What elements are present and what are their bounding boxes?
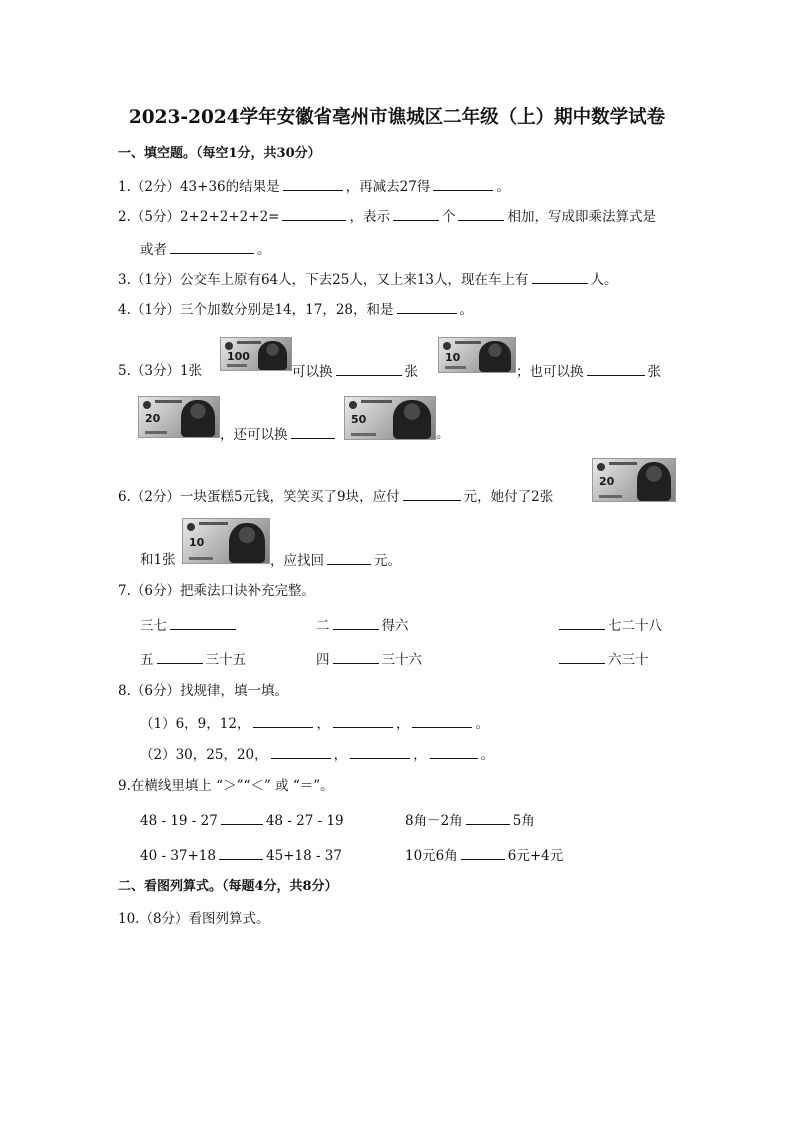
q7-cell-text: 五 <box>140 652 154 668</box>
question-2 <box>118 207 656 226</box>
q2-text-3: 个 <box>441 209 456 225</box>
q7-cell-text: 三七 <box>140 618 167 634</box>
q9-label: 9.在横线里填上 “＞”“＜” 或 “＝”。 <box>118 778 334 794</box>
bill-denomination: 50 <box>351 412 367 426</box>
q4-text: 4.（1分）三个加数分别是14，17，28，和是 <box>118 302 394 318</box>
q9-blank-4[interactable] <box>461 846 505 860</box>
q8-comma: ， <box>316 716 330 732</box>
q9-expression: 45+18 - 37 <box>266 848 342 864</box>
q1-blank-2[interactable] <box>433 177 493 191</box>
bill-portrait-icon <box>637 462 671 501</box>
q7-cell-text: 二 <box>316 618 330 634</box>
question-4 <box>118 300 473 319</box>
q7-blank-5[interactable] <box>333 650 379 664</box>
q2-blank-1[interactable] <box>282 207 346 221</box>
q7-cell-3 <box>556 616 662 635</box>
question-3 <box>118 270 618 289</box>
section-1-heading: 一、填空题。（每空1分，共30分） <box>118 146 321 161</box>
q2-blank-3[interactable] <box>458 207 504 221</box>
bill-portrait-icon <box>393 400 431 439</box>
q7-cell-text: 三十六 <box>381 652 422 668</box>
q5-text-6: ，还可以换 <box>220 427 288 443</box>
q9-blank-2[interactable] <box>466 811 510 825</box>
q1-end: 。 <box>496 179 510 195</box>
q6-text: 6.（2分）一块蛋糕5元钱，笑笑买了9块，应付 <box>118 489 400 505</box>
q8-blank-3[interactable] <box>412 714 472 728</box>
q2-end: 。 <box>257 242 271 258</box>
q8-blank-6[interactable] <box>430 745 478 759</box>
q2-blank-4[interactable] <box>170 240 254 254</box>
bill-10-yuan-image <box>182 518 270 564</box>
q2-text-2: ，表示 <box>349 209 390 225</box>
q9-expression: 5角 <box>512 813 535 829</box>
q5-text-3: 张 <box>404 364 418 380</box>
bill-denomination: 100 <box>227 349 250 363</box>
bill-denomination: 20 <box>145 412 161 425</box>
q7-blank-1[interactable] <box>170 616 236 630</box>
q7-blank-2[interactable] <box>333 616 379 630</box>
bill-denomination: 10 <box>445 350 461 364</box>
question-10: 10.（8分）看图列算式。 <box>118 911 270 927</box>
question-6 <box>118 487 553 506</box>
q6-blank-2[interactable] <box>327 551 371 565</box>
q7-blank-6[interactable] <box>559 650 605 664</box>
q9-compare-3 <box>140 846 342 865</box>
q5-blank-3[interactable] <box>291 425 335 439</box>
q1-blank-1[interactable] <box>283 177 343 191</box>
bill-20-yuan-image <box>592 458 676 502</box>
q9-compare-1 <box>140 811 344 830</box>
bill-seal-icon <box>349 401 357 409</box>
bill-10-yuan-image <box>438 337 516 373</box>
q5-text-4: ；也可以换 <box>516 364 584 380</box>
bill-portrait-icon <box>258 341 287 370</box>
q7-cell-text: 七二十八 <box>608 618 662 634</box>
bill-portrait-icon <box>229 523 265 563</box>
bill-seal-icon <box>225 342 233 350</box>
q9-blank-3[interactable] <box>219 846 263 860</box>
q2-text: 2.（5分）2+2+2+2+2= <box>118 209 280 225</box>
q5-blank-2[interactable] <box>587 362 645 376</box>
q3-end: 人。 <box>590 272 618 288</box>
q8-blank-5[interactable] <box>350 745 410 759</box>
q3-text: 3.（1分）公交车上原有64人，下去25人，又上来13人，现在车上有 <box>118 272 529 288</box>
q7-cell-1 <box>140 616 239 635</box>
question-5-part-2 <box>516 362 661 381</box>
bill-20-yuan-image <box>138 396 220 438</box>
bill-portrait-icon <box>181 400 215 437</box>
q7-cell-2 <box>316 616 409 635</box>
question-5-part-1 <box>292 362 418 381</box>
q8-blank-2[interactable] <box>333 714 393 728</box>
q4-blank[interactable] <box>397 300 457 314</box>
q7-blank-4[interactable] <box>157 650 203 664</box>
q1-text: 1.（2分）43+36的结果是 <box>118 179 280 195</box>
question-5-part-3 <box>220 425 338 444</box>
q8-line-2 <box>140 745 494 764</box>
q1-text-2: ，再减去27得 <box>345 179 431 195</box>
q7-cell-text: 三十五 <box>205 652 246 668</box>
q5-blank-1[interactable] <box>336 362 402 376</box>
q5-end: 。 <box>436 426 450 442</box>
q5-text-2: 可以换 <box>292 364 333 380</box>
section-2-heading: 二、看图列算式。（每题4分，共8分） <box>118 879 338 894</box>
q7-cell-4 <box>140 650 246 669</box>
q9-expression: 48 - 19 - 27 <box>140 813 218 829</box>
q7-cell-text: 四 <box>316 652 330 668</box>
bill-seal-icon <box>187 523 195 531</box>
q9-expression: 48 - 27 - 19 <box>265 813 344 829</box>
q5-text-5: 张 <box>647 364 661 380</box>
q7-cell-text: 六三十 <box>608 652 649 668</box>
q9-compare-4 <box>405 846 563 865</box>
bill-denomination: 20 <box>599 474 615 488</box>
q4-end: 。 <box>459 302 474 318</box>
q6-end: 元。 <box>374 553 401 569</box>
q8-comma: ， <box>413 747 427 763</box>
bill-seal-icon <box>597 463 605 471</box>
question-6-line-2 <box>270 551 401 570</box>
q9-expression: 40 - 37+18 <box>140 848 216 864</box>
bill-50-yuan-image <box>344 396 436 440</box>
question-1 <box>118 177 510 196</box>
q8-sequence: （2）30，25，20， <box>140 747 268 763</box>
q7-cell-5 <box>316 650 422 669</box>
q6-text-2: 元，她付了2张 <box>463 489 554 505</box>
q8-end: 。 <box>480 747 495 763</box>
q7-cell-text: 得六 <box>381 618 409 634</box>
bill-denomination: 10 <box>189 535 205 549</box>
q8-sequence: （1）6，9，12， <box>140 716 251 732</box>
q8-label: 8.（6分）找规律，填一填。 <box>118 683 288 699</box>
q9-expression: 6元+4元 <box>507 848 564 864</box>
q5-text-1: 5.（3分）1张 <box>118 363 203 379</box>
q8-end: 。 <box>475 716 489 732</box>
q9-blank-1[interactable] <box>221 811 263 825</box>
q9-expression: 8角－2角 <box>405 813 463 829</box>
question-2-line-2 <box>140 240 271 259</box>
q7-cell-6 <box>556 650 649 669</box>
bill-seal-icon <box>443 342 451 350</box>
bill-100-yuan-image <box>220 337 292 371</box>
q8-line-1 <box>140 714 489 733</box>
bill-portrait-icon <box>479 341 511 372</box>
bill-seal-icon <box>143 401 151 409</box>
q2-blank-2[interactable] <box>393 207 439 221</box>
q6-text-4: ，应找回 <box>270 553 324 569</box>
page-title: 2023-2024学年安徽省亳州市谯城区二年级（上）期中数学试卷 <box>128 107 666 128</box>
q8-blank-1[interactable] <box>253 714 313 728</box>
q9-compare-2 <box>405 811 535 830</box>
q2-text-5: 或者 <box>140 242 167 258</box>
q7-label: 7.（6分）把乘法口诀补充完整。 <box>118 583 315 599</box>
q8-comma: ， <box>395 716 410 732</box>
q8-comma: ， <box>333 747 348 763</box>
q2-text-4: 相加，写成即乘法算式是 <box>507 209 656 225</box>
q6-text-3: 和1张 <box>140 552 176 568</box>
q6-blank-1[interactable] <box>403 487 461 501</box>
q3-blank[interactable] <box>532 270 588 284</box>
q8-blank-4[interactable] <box>271 745 331 759</box>
q7-blank-3[interactable] <box>559 616 605 630</box>
q9-expression: 10元6角 <box>405 848 458 864</box>
